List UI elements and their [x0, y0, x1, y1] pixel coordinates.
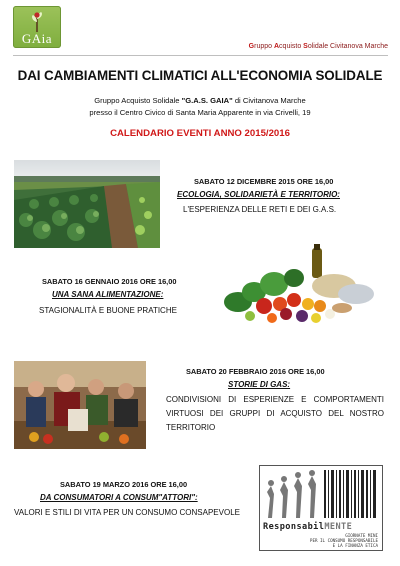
event-2-title: UNA SANA ALIMENTAZIONE: — [52, 290, 164, 299]
event-1-title: ECOLOGIA, SOLIDARIETÀ E TERRITORIO: — [177, 190, 340, 199]
header-organization: Gruppo Acquisto Solidale Civitanova Marche — [248, 43, 388, 50]
responsabilmente-wordmark: ResponsabilMENTE — [263, 522, 353, 532]
sprout-icon — [31, 10, 43, 32]
evolution-barcode-graphic — [262, 468, 380, 520]
header-divider — [13, 55, 388, 56]
event-2-description: STAGIONALITÀ E BUONE PRATICHE — [39, 306, 177, 315]
event-4-title: DA CONSUMATORI A CONSUM"ATTORI": — [40, 493, 198, 502]
responsabilmente-tagline-3: E LA FINANZA ETICA — [332, 543, 378, 548]
gaia-logo — [13, 6, 61, 48]
subtitle-line-2: presso il Centro Civico di Santa Maria Apparente in via Crivelli, 19 — [89, 108, 311, 117]
event-2-date: SABATO 16 GENNAIO 2016 ORE 16,00 — [42, 277, 177, 286]
responsabilmente-tagline-2: PER IL CONSUMO RESPONSABILE — [309, 538, 378, 543]
event-3-title: STORIE DI GAS: — [228, 380, 291, 389]
event-1-date: SABATO 12 DICEMBRE 2015 ORE 16,00 — [194, 177, 334, 186]
calendar-title: CALENDARIO EVENTI ANNO 2015/2016 — [110, 128, 290, 139]
field-photo — [14, 160, 160, 248]
responsabilmente-tagline-1: GIORNATE MINI — [345, 533, 378, 538]
page-title: DAI CAMBIAMENTI CLIMATICI ALL'ECONOMIA SOLIDALE — [17, 68, 383, 83]
event-3-description: CONDIVISIONI DI ESPERIENZE E COMPORTAMENTI VIRTUOSI DEI GRUPPI DI ACQUISTO DEL NOSTRO TERRITORIO — [166, 395, 384, 432]
event-4-date: SABATO 19 MARZO 2016 ORE 16,00 — [60, 480, 188, 489]
subtitle-line-1: Gruppo Acquisto Solidale "G.A.S. GAIA" di Civitanova Marche — [94, 96, 306, 105]
event-4-description: VALORI E STILI DI VITA PER UN CONSUMO CONSAPEVOLE — [14, 508, 240, 517]
event-3-date: SABATO 20 FEBBRAIO 2016 ORE 16,00 — [186, 367, 325, 376]
vegetables-photo — [224, 244, 376, 328]
logo-wordmark: GAia — [21, 31, 53, 46]
responsabilmente-logo — [259, 465, 383, 551]
market-photo — [14, 361, 146, 449]
event-1-description: L'ESPERIENZA DELLE RETI E DEI G.A.S. — [183, 205, 337, 214]
